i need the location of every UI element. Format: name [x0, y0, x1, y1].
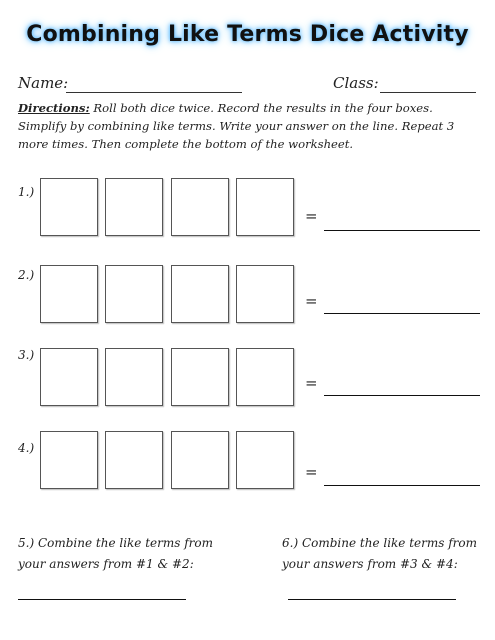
class-field-line[interactable]: [380, 92, 476, 93]
answer-line-5[interactable]: [18, 599, 186, 600]
class-label: Class:: [333, 74, 379, 92]
dice-box[interactable]: [236, 178, 294, 236]
equals-sign: =: [305, 374, 318, 392]
dice-box[interactable]: [236, 265, 294, 323]
equals-sign: =: [305, 463, 318, 481]
equals-sign: =: [305, 207, 318, 225]
dice-box[interactable]: [171, 431, 229, 489]
answer-line[interactable]: [324, 485, 480, 486]
dice-box[interactable]: [40, 431, 98, 489]
answer-line-6[interactable]: [288, 599, 456, 600]
directions-paragraph: [18, 99, 478, 153]
instruction-line: your answers from #3 & #4:: [282, 557, 458, 571]
problem-number: 3.): [18, 348, 35, 362]
dice-box[interactable]: [236, 431, 294, 489]
dice-box[interactable]: [171, 265, 229, 323]
answer-line[interactable]: [324, 313, 480, 314]
directions-text: Roll both dice twice. Record the results in the four boxes. Simplify by combining like terms. Write your answer on the line. Repeat 3 more times. Then complete the bottom of the worksheet.: [18, 101, 455, 151]
answer-line[interactable]: [324, 230, 480, 231]
problem-number: 1.): [18, 185, 35, 199]
dice-box[interactable]: [236, 348, 294, 406]
instruction-line: 6.) Combine the like terms from: [282, 536, 478, 550]
dice-box[interactable]: [105, 178, 163, 236]
dice-box[interactable]: [171, 348, 229, 406]
name-label: Name:: [18, 74, 69, 92]
answer-line[interactable]: [324, 395, 480, 396]
dice-box[interactable]: [40, 348, 98, 406]
problem-number: 4.): [18, 441, 35, 455]
name-field-line[interactable]: [66, 92, 242, 93]
instruction-line: 5.) Combine the like terms from: [18, 536, 214, 550]
dice-box[interactable]: [40, 265, 98, 323]
worksheet-title: Combining Like Terms Dice Activity: [26, 22, 469, 47]
combine-instruction-6: [282, 533, 482, 575]
instruction-line: your answers from #1 & #2:: [18, 557, 194, 571]
dice-box[interactable]: [105, 431, 163, 489]
dice-box[interactable]: [40, 178, 98, 236]
dice-box[interactable]: [105, 265, 163, 323]
equals-sign: =: [305, 292, 318, 310]
problem-number: 2.): [18, 268, 35, 282]
combine-instruction-5: [18, 533, 228, 575]
dice-box[interactable]: [171, 178, 229, 236]
directions-label: Directions:: [18, 101, 90, 115]
dice-box[interactable]: [105, 348, 163, 406]
